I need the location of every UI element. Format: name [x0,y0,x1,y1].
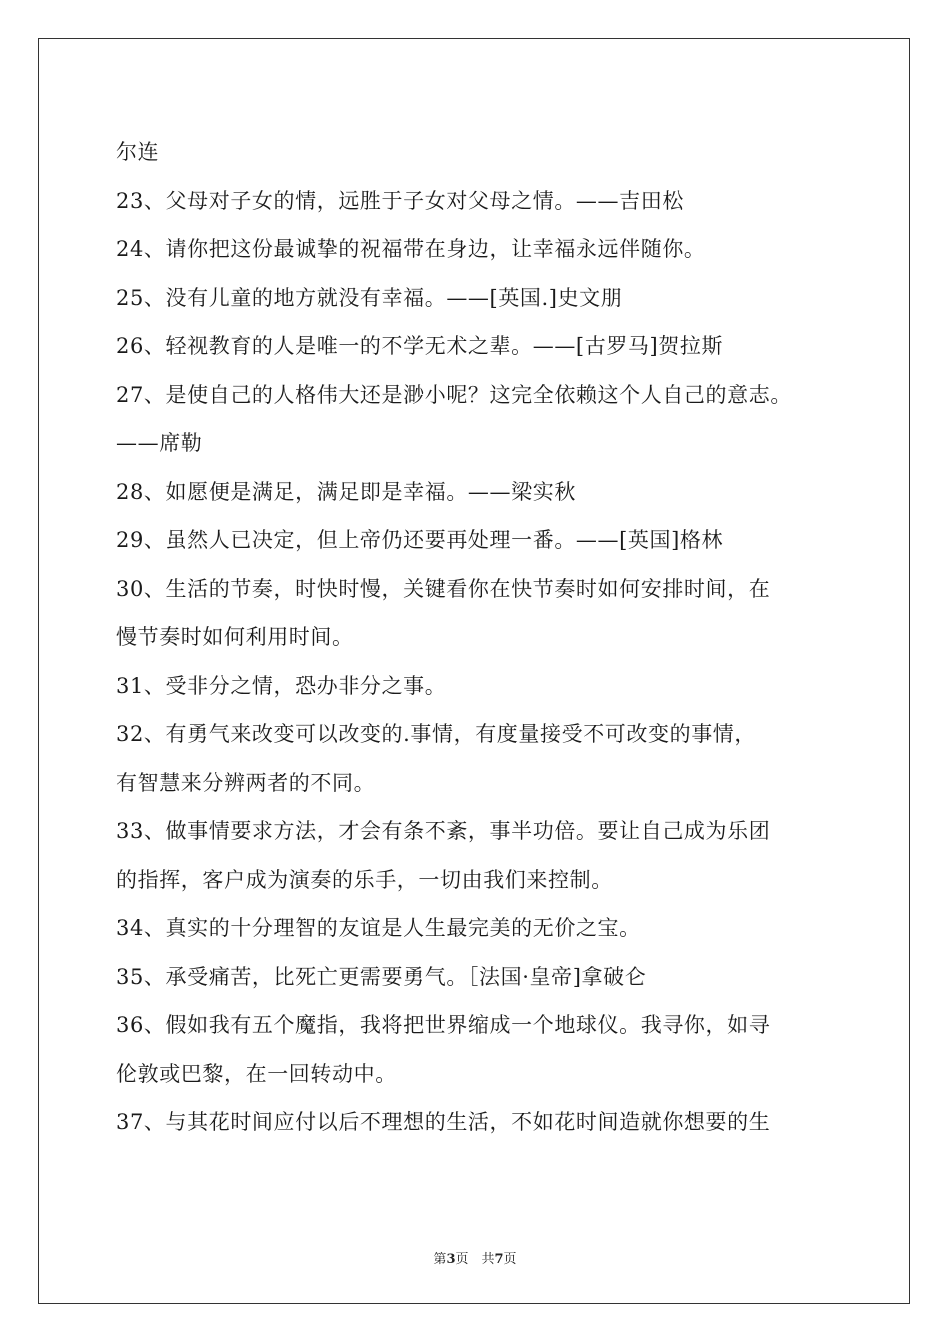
document-body [116,128,846,1147]
text-line: 30、生活的节奏，时快时慢，关键看你在快节奏时如何安排时间，在 [116,576,771,601]
text-line: 慢节奏时如何利用时间。 [116,625,354,649]
page-footer [0,1248,950,1267]
text-line: 28、如愿便是满足，满足即是幸福。——梁实秋 [116,479,576,504]
footer-prefix: 第 [433,1252,447,1267]
text-line: 35、承受痛苦，比死亡更需要勇气。［法国·皇帝]拿破仑 [116,964,647,989]
text-line: 尔连 [116,140,160,164]
text-line: 29、虽然人已决定，但上帝仍还要再处理一番。——[英国]格林 [116,528,724,552]
text-line: 36、假如我有五个魔指，我将把世界缩成一个地球仪。我寻你，如寻 [116,1013,771,1037]
text-line: 有智慧来分辨两者的不同。 [116,770,376,795]
text-line: 23、父母对子女的情，远胜于子女对父母之情。——吉田松 [116,188,684,213]
footer-mid: 页 共 [455,1252,495,1267]
text-line: 31、受非分之情，恐办非分之事。 [116,673,447,698]
text-line: 33、做事情要求方法，才会有条不紊，事半功倍。要让自己成为乐团 [116,819,771,843]
text-line: ——席勒 [116,431,203,455]
current-page-number: 3 [446,1252,456,1267]
footer-suffix: 页 [503,1252,517,1267]
text-line: 的指挥，客户成为演奏的乐手，一切由我们来控制。 [116,867,613,892]
total-page-number: 7 [494,1252,504,1267]
text-line: 26、轻视教育的人是唯一的不学无术之辈。——[古罗马]贺拉斯 [116,334,724,358]
text-line: 37、与其花时间应付以后不理想的生活，不如花时间造就你想要的生 [116,1110,771,1134]
text-line: 34、真实的十分理智的友谊是人生最完美的无价之宝。 [116,916,641,940]
text-line: 24、请你把这份最诚挚的祝福带在身边，让幸福永远伴随你。 [116,237,706,261]
text-line: 25、没有儿童的地方就没有幸福。——[英国.]史文朋 [116,285,623,310]
text-line: 27、是使自己的人格伟大还是渺小呢？这完全依赖这个人自己的意志。 [116,382,792,407]
text-line: 32、有勇气来改变可以改变的.事情，有度量接受不可改变的事情， [116,722,756,746]
text-line: 伦敦或巴黎，在一回转动中。 [116,1061,397,1086]
